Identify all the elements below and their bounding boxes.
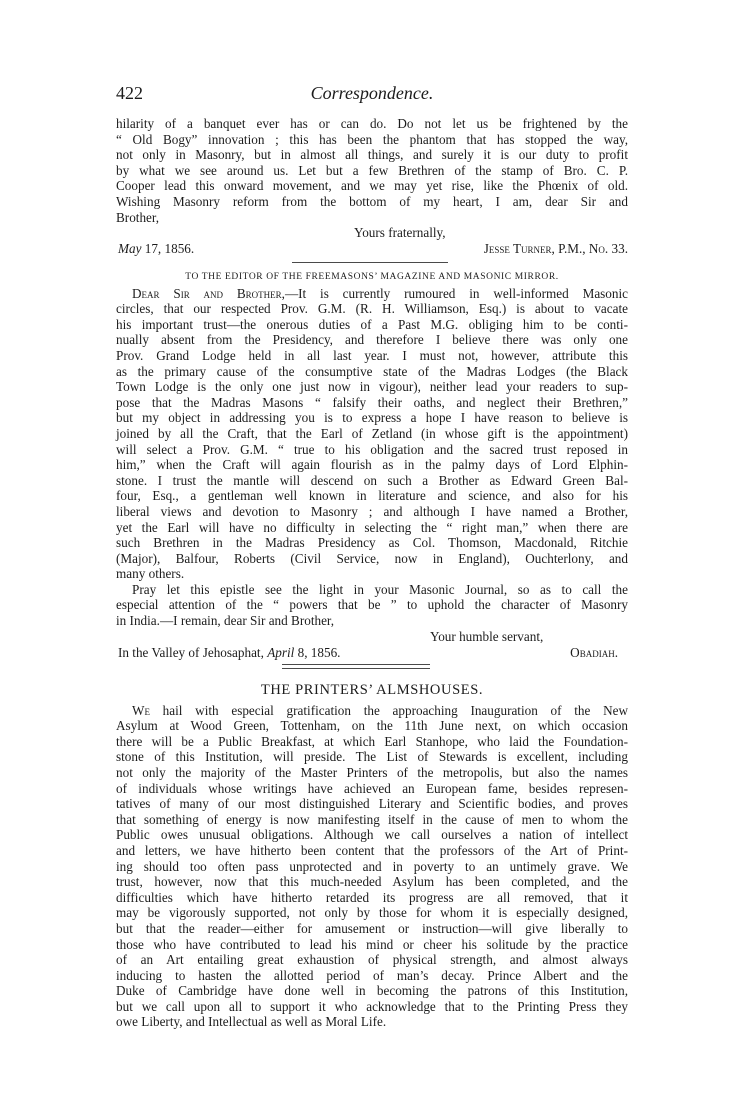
- letter-address: TO THE EDITOR OF THE FREEMASONS’ MAGAZINE AND MASONIC MIRROR.: [185, 272, 559, 282]
- section-divider: [292, 262, 448, 263]
- text-line: liberal views and devotion to Masonry ; and although I have named a Brother,: [116, 503, 628, 519]
- running-title: Correspondence.: [310, 83, 434, 103]
- text-line: but we call upon all to support it who acknowledge that to the Printing Press they: [116, 998, 628, 1014]
- text-line: may be vigorously supported, not only by those for whom it is especially designed,: [116, 905, 628, 921]
- text-line: will select a Prov. G.M. “ true to his obligation and the sacred trust reposed in: [116, 441, 628, 457]
- text-line: stone of this Institution, will preside. The List of Stewards is excellent, including: [116, 749, 628, 765]
- text-line: of an Art entailing great exhaustion of physical strength, and almost always: [116, 952, 628, 968]
- letter-jesse-turner: [116, 116, 628, 257]
- text-line: four, Esq., a gentleman well known in literature and science, and also for his: [116, 488, 628, 504]
- text-line: Brother,: [116, 209, 160, 225]
- text-line: [116, 286, 628, 302]
- text-line: hilarity of a banquet ever has or can do. Do not let us be frightened by the: [116, 116, 628, 131]
- double-rule-bottom: [282, 668, 430, 669]
- date-rest: 8, 1856.: [294, 644, 341, 660]
- article-title: THE PRINTERS’ ALMSHOUSES.: [260, 682, 484, 698]
- text-line: there will be a Public Breakfast, at which Earl Stanhope, who laid the Foundation-: [116, 733, 628, 749]
- text-line: by what we see around us. Let but a few Brethren of the stamp of Bro. C. P.: [116, 162, 628, 178]
- first-word: We: [132, 702, 150, 718]
- closing: Your humble servant,: [430, 628, 544, 644]
- text-line: tatives of many of our most distinguished Literary and Scientific bodies, and proves: [116, 796, 628, 812]
- text-line: his important trust—the onerous duties of a Past M.G. obliging him to be conti-: [116, 316, 628, 332]
- date-signature-row: [116, 241, 628, 257]
- text-line: especial attention of the “ powers that be ” to uphold the character of Masonry: [116, 597, 628, 613]
- text-line: nually absent from the Presidency, and therefore I believe there was only one: [116, 332, 628, 348]
- text-line: difficulties which have hitherto retarded its progress are all removed, that it: [116, 889, 628, 905]
- text-line: Pray let this epistle see the light in your Masonic Journal, so as to call the: [132, 581, 628, 597]
- closing-row: [116, 225, 628, 241]
- text-line: as the primary cause of the consumptive state of the Madras Lodges (the Black: [116, 363, 628, 379]
- place: In the Valley of Jehosaphat,: [118, 644, 268, 660]
- text-line: trust, however, now that this much-needed Asylum has been completed, and the: [116, 874, 628, 890]
- text-line: stone. I trust the mantle will descend on such a Brother as Edward Green Bal-: [116, 472, 628, 488]
- text-line: owe Liberty, and Intellectual as well as Moral Life.: [116, 1014, 387, 1030]
- text-line: and letters, we have hitherto been content that the professors of the Art of Print-: [116, 842, 628, 858]
- signature: Jesse Turner, P.M., No. 33.: [483, 241, 628, 257]
- closing-row: [116, 629, 628, 645]
- date-rest: 17, 1856.: [141, 241, 195, 257]
- text-line: Wishing Masonry reform from the bottom of my heart, I am, dear Sir and: [116, 193, 628, 209]
- text-line: “ Old Bogy” innovation ; this has been the phantom that has stopped the way,: [116, 131, 628, 147]
- text-line: pose that the Madras Masons “ falsify their oaths, and neglect their Brethren,”: [116, 394, 628, 410]
- date-month: May: [118, 241, 142, 257]
- text-line: (Major), Balfour, Roberts (Civil Service, now in England), Ouchterlony, and: [116, 550, 628, 566]
- closing: Yours fraternally,: [354, 225, 446, 241]
- salutation-rest: —It is currently rumoured in well-informed Masonic: [284, 285, 629, 301]
- text-line: Public owes unusual obligations. Although we call ourselves a nation of intellect: [116, 827, 628, 843]
- letter-place-date: [118, 645, 340, 661]
- text-line: him,” when the Craft will again flourish as in the palmy days of Lord Elphin-: [116, 457, 628, 473]
- text-line: of individuals whose writings have achieved an European fame, besides represen-: [116, 780, 628, 796]
- text-line: joined by all the Craft, that the Earl of Zetland (in whose gift is the appointment): [116, 425, 628, 441]
- text-line: but that the reader—either for amusement or instruction—will give liberally to: [116, 920, 628, 936]
- letter-date: [118, 241, 194, 257]
- text-line: ing should too often pass unprotected and in poverty to an untimely grave. We: [116, 858, 628, 874]
- double-rule-top: [282, 664, 430, 665]
- text-line: circles, that our respected Prov. G.M. (R. H. Williamson, Esq.) is about to vacate: [116, 301, 628, 317]
- text-line: such Brethren in the Madras Presidency as Col. Thomson, Macdonald, Ritchie: [116, 535, 628, 551]
- text-line: Duke of Cambridge have done well in becoming the patrons of this Institution,: [116, 983, 628, 999]
- place-signature-row: [116, 645, 628, 661]
- date-month: April: [267, 644, 295, 660]
- text-line: many others.: [116, 566, 185, 582]
- text-line: not only in Masonry, but in almost all things, and surely it is our duty to profit: [116, 147, 628, 163]
- text-line: in India.—I remain, dear Sir and Brother,: [116, 613, 335, 629]
- page-header: [116, 83, 628, 105]
- page-number: 422: [116, 83, 143, 103]
- text-line: that something of energy is now manifesting itself in the cause of men to whom the: [116, 811, 628, 827]
- text-line: Asylum at Wood Green, Tottenham, on the 11th June next, on which occasion: [116, 718, 628, 734]
- signature: Obadiah.: [570, 644, 618, 660]
- text-line: inducing to hasten the allotted period of man’s decay. Prince Albert and the: [116, 967, 628, 983]
- text-line: Prov. Grand Lodge held in all last year. I must not, however, attribute this: [116, 347, 628, 363]
- text-line: Town Lodge is the only one just now in vigour), neither lead your readers to sup-: [116, 379, 628, 395]
- text-line: not only the majority of the Master Printers of the metropolis, but also the names: [116, 764, 628, 780]
- text-line: but my object in addressing you is to express a hope I have reason to believe is: [116, 410, 628, 426]
- text-line: yet the Earl will have no difficulty in selecting the “ right man,” when there are: [116, 519, 628, 535]
- salutation: Dear Sir and Brother,: [132, 285, 285, 301]
- first-line-rest: hail with especial gratification the approaching Inauguration of the New: [149, 702, 628, 718]
- text-line: [116, 703, 628, 719]
- text-line: Cooper lead this onward movement, and we may yet rise, like the Phœnix of old.: [116, 178, 628, 194]
- text-line: those who have contributed to lead his mind or cheer his solitude by the practice: [116, 936, 628, 952]
- article-printers-almshouses: [116, 683, 628, 1030]
- letter-obadiah: [116, 270, 628, 661]
